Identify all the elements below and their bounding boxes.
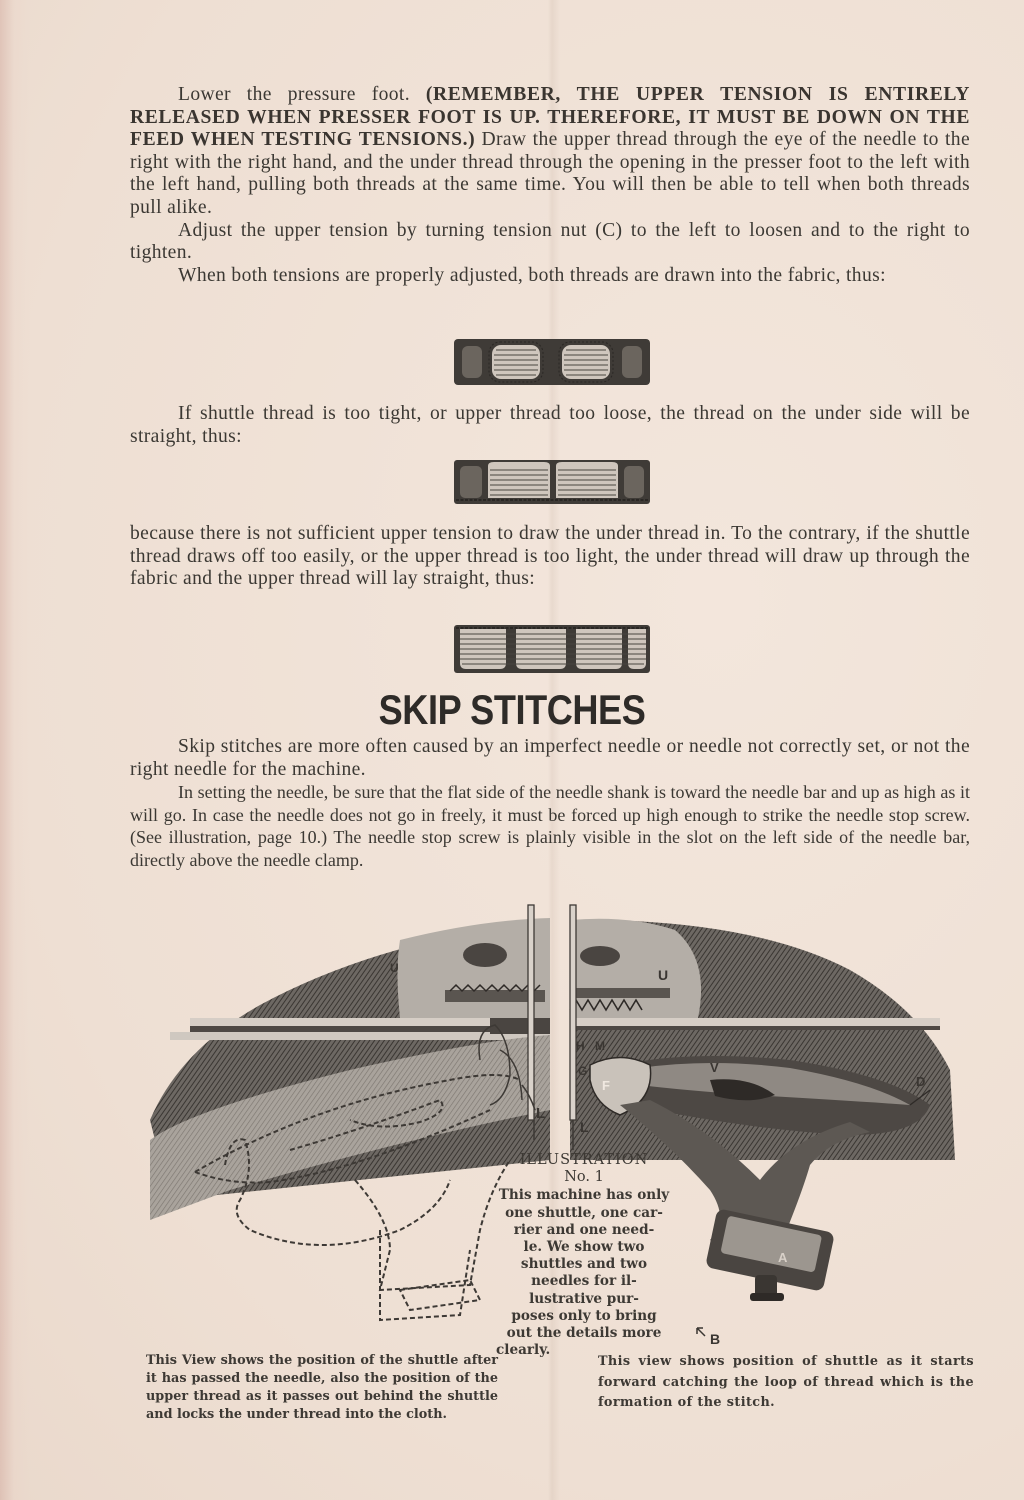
illustration-left-caption: This View shows the position of the shuttle after it has passed the needle, also the position of the upper thread as it passes out behind the shuttle and locks the under thread into the cloth. (146, 1353, 498, 1422)
label-l-left: L (536, 1105, 546, 1122)
caption-line: lustrative pur- (529, 1290, 639, 1307)
caption-line: clearly. (496, 1342, 551, 1359)
under-thread-straight-diagram (452, 456, 652, 508)
label-v: V (710, 1060, 719, 1075)
caption-line: le. We show two (523, 1239, 645, 1256)
illustration-right-caption: This view shows position of shuttle as it starts forward catching the loop of thread which is the formation of the stitch. (598, 1354, 974, 1410)
label-m: M (595, 1039, 605, 1053)
balanced-stitch-diagram (452, 336, 652, 388)
label-u-left: U (390, 961, 399, 975)
tension-too-tight-paragraph (130, 403, 970, 448)
paragraph-adjust-tension: Adjust the upper tension by turning tension nut (C) to the left to loosen and to the right to tighten. (130, 219, 970, 264)
caption-line: rier and one need- (513, 1221, 655, 1238)
section-heading-skip-stitches: SKIP STITCHES (378, 686, 646, 733)
label-h: H (576, 1039, 585, 1053)
label-a: A (778, 1250, 788, 1265)
paragraph-setting-needle: In setting the needle, be sure that the flat side of the needle shank is toward the needle bar and up as high as it will go. In case the needle does not go in freely, it must be forced up high enough to strike the needle stop screw. (See illustration, page 10.) The needle stop screw is plainly visible in the slot on the left side of the needle bar, directly above the needle clamp. (130, 782, 970, 870)
upper-thread-straight-diagram (452, 621, 652, 677)
caption-line: This machine has only (498, 1187, 670, 1204)
text-lead: Lower the pressure foot. (178, 84, 426, 105)
paragraph-properly-adjusted: When both tensions are properly adjusted, both threads are drawn into the fabric, thus: (178, 264, 886, 286)
text-rest: Draw the upper thread through the eye of the needle to the right with the right hand, and the under thread through the opening in the presser foot to the left with the left hand, pulling both threads at the same time. You will then be able to tell when both threads pull alike. (130, 129, 970, 218)
label-f: F (602, 1078, 610, 1093)
illustration-number: No. 1 (564, 1169, 604, 1186)
text-caps-warning: (REMEMBER, THE UPPER TENSION IS ENTIRELY RELEASED WHEN PRESSER FOOT IS UP. THEREFORE, IT MUST BE DOWN ON THE FEED WHEN TESTING TENSIONS.) (130, 84, 970, 151)
paragraph-skip-causes: Skip stitches are more often caused by an imperfect needle or needle not correctly set, or not the right needle for the machine. (130, 736, 970, 780)
caption-line: out the details more (506, 1325, 662, 1342)
tension-paragraphs (130, 84, 970, 287)
illustration-center-caption (478, 1152, 690, 1359)
caption-line: shuttles and two (520, 1256, 648, 1273)
illustration-title: ILLUSTRATION (519, 1152, 649, 1168)
paragraph-insufficient-tension: because there is not sufficient upper tension to draw the under thread in. To the contrary, if the shuttle thread draws off too easily, or the upper thread is too light, the under thread will draw up through the fabric and the upper thread will lay straight, thus: (130, 523, 970, 590)
label-u-right: U (658, 967, 669, 983)
skip-stitches-paragraphs (130, 736, 970, 872)
caption-line: poses only to bring (511, 1307, 657, 1324)
insufficient-tension-paragraph (130, 523, 970, 591)
label-b: B (710, 1331, 721, 1347)
label-d: D (916, 1074, 926, 1089)
label-g: G (578, 1064, 588, 1078)
caption-line: needles for il- (531, 1273, 637, 1290)
paragraph-lower-pressure-foot (130, 84, 970, 220)
caption-line: one shuttle, one car- (505, 1204, 663, 1221)
label-l-right: L (580, 1119, 589, 1135)
paragraph-shuttle-too-tight: If shuttle thread is too tight, or upper thread too loose, the thread on the under side will be straight, thus: (130, 403, 970, 447)
